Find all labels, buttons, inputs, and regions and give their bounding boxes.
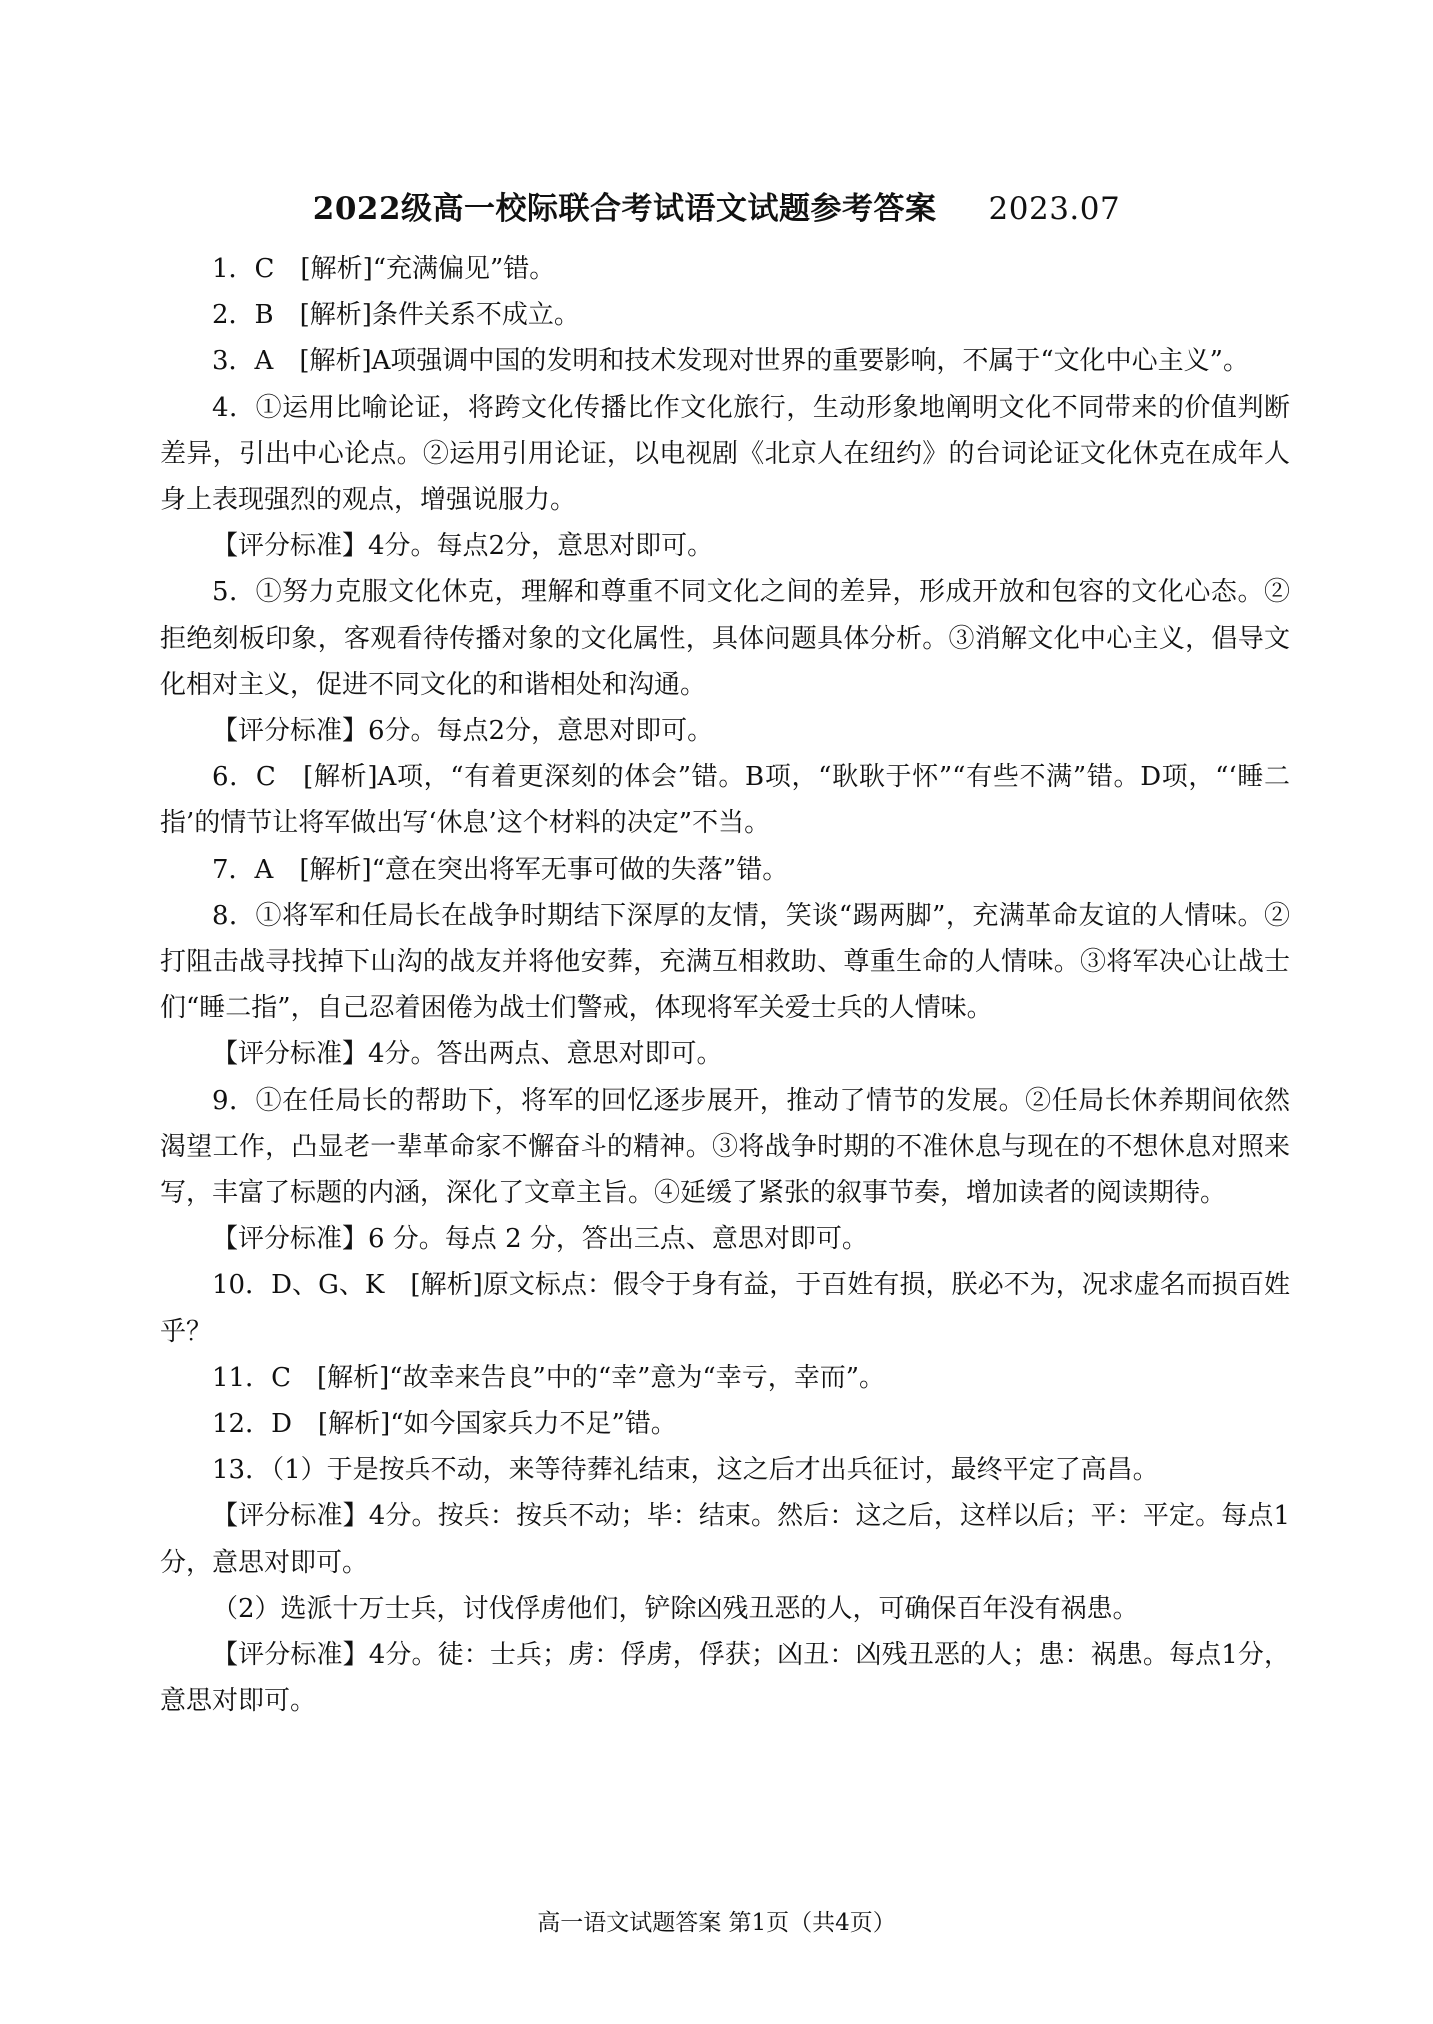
answer-body (160, 246, 1290, 1725)
scoring-8: 【评分标准】4分。答出两点、意思对即可。 (212, 1039, 723, 1070)
scoring-5: 【评分标准】6分。每点2分，意思对即可。 (212, 716, 714, 747)
title-text: 2022级高一校际联合考试语文试题参考答案 (312, 191, 937, 227)
scoring-13-1: 【评分标准】4分。按兵：按兵不动；毕：结束。然后：这之后，这样以后；平：平定。每点1分，意思对即可。 (160, 1501, 1290, 1578)
answer-4: 4．①运用比喻论证，将跨文化传播比作文化旅行，生动形象地阐明文化不同带来的价值判断差异，引出中心论点。②运用引用论证，以电视剧《北京人在纽约》的台词论证文化休克在成年人身上表现强烈的观点，增强说服力。 (160, 392, 1290, 516)
scoring-4: 【评分标准】4分。每点2分，意思对即可。 (212, 531, 714, 562)
scoring-9: 【评分标准】6 分。每点 2 分，答出三点、意思对即可。 (212, 1224, 868, 1255)
answer-7: 7．A [解析]“意在突出将军无事可做的失落”错。 (212, 854, 789, 885)
exam-date: 2023.07 (988, 191, 1121, 227)
answer-5: 5．①努力克服文化休克，理解和尊重不同文化之间的差异，形成开放和包容的文化心态。②拒绝刻板印象，客观看待传播对象的文化属性，具体问题具体分析。③消解文化中心主义，倡导文化相对主义，促进不同文化的和谐相处和沟通。 (160, 577, 1290, 700)
answer-2: 2．B [解析]条件关系不成立。 (212, 300, 580, 331)
answer-12: 12．D [解析]“如今国家兵力不足”错。 (212, 1409, 677, 1440)
answer-9: 9．①在任局长的帮助下，将军的回忆逐步展开，推动了情节的发展。②任局长休养期间依然渴望工作，凸显老一辈革命家不懈奋斗的精神。③将战争时期的不准休息与现在的不想休息对照来写，丰富了标题的内涵，深化了文章主旨。④延缓了紧张的叙事节奏，增加读者的阅读期待。 (160, 1085, 1290, 1209)
answer-6: 6．C [解析]A项，“有着更深刻的体会”错。B项，“耿耿于怀”“有些不满”错。D项，“‘睡二指’的情节让将军做出写‘休息’这个材料的决定”不当。 (160, 762, 1290, 839)
answer-1: 1．C [解析]“充满偏见”错。 (212, 254, 556, 284)
answer-13-1: 13．（1）于是按兵不动，来等待葬礼结束，这之后才出兵征讨，最终平定了高昌。 (212, 1455, 1159, 1486)
answer-13-2: （2）选派十万士兵，讨伐俘虏他们，铲除凶残丑恶的人，可确保百年没有祸患。 (212, 1593, 1139, 1624)
page-title (0, 183, 1433, 228)
answer-10: 10．D、G、K [解析]原文标点：假令于身有益，于百姓有损，朕必不为，况求虚名而损百姓乎？ (160, 1270, 1290, 1347)
scoring-13-2: 【评分标准】4分。徒：士兵；虏：俘虏，俘获；凶丑：凶残丑恶的人；患：祸患。每点1分，意思对即可。 (160, 1640, 1290, 1717)
answer-3: 3．A [解析]A项强调中国的发明和技术发现对世界的重要影响，不属于“文化中心主义”。 (212, 346, 1249, 377)
answer-8: 8．①将军和任局长在战争时期结下深厚的友情，笑谈“踢两脚”，充满革命友谊的人情味。②打阻击战寻找掉下山沟的战友并将他安葬，充满互相救助、尊重生命的人情味。③将军决心让战士们“睡二指”，自己忍着困倦为战士们警戒，体现将军关爱士兵的人情味。 (160, 900, 1290, 1024)
answer-11: 11．C [解析]“故幸来告良”中的“幸”意为“幸亏，幸而”。 (212, 1362, 886, 1393)
page-footer: 高一语文试题答案 第1页（共4页） (537, 1910, 896, 1936)
